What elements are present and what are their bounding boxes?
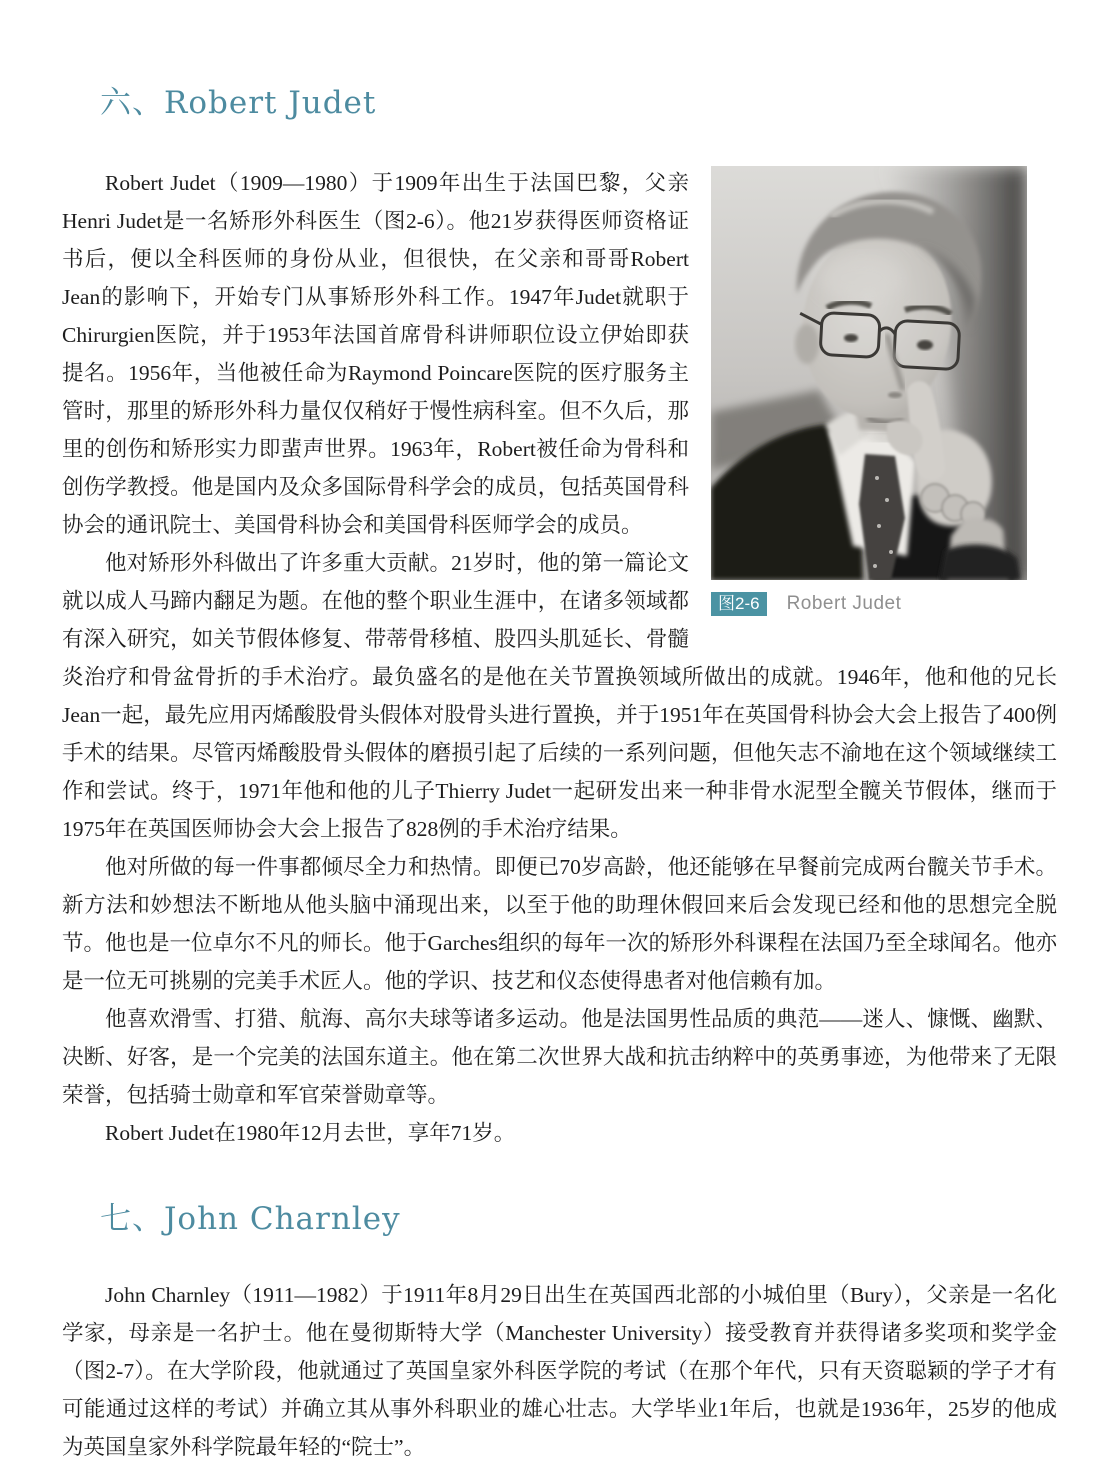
section-heading-john-charnley: 七、John Charnley: [100, 1201, 401, 1237]
paragraph: John Charnley（1911—1982）于1911年8月29日出生在英国西北部的小城伯里（Bury），父亲是一名化学家，母亲是一名护士。他在曼彻斯特大学（Manchester University）接受教育并获得诸多奖项和奖学金（图2-7）。在大学阶段，他就通过了英国皇家外科医学院的考试（在那个年代，只有天资聪颖的学子才有可能通过这样的考试）并确立其从事外科职业的雄心壮志。大学毕业1年后，也就是1936年，25岁的他成为英国皇家外科学院最年轻的“院士”。: [62, 1283, 1057, 1459]
figure-2-6: [711, 166, 1027, 616]
paragraph: 他对矫形外科做出了许多重大贡献。21岁时，他的第一篇论文就以成人马蹄内翻足为题。在他的整个职业生涯中，在诸多领域都有深入研究，如关节假体修复、带蒂骨移植、股四头肌延长、骨髓炎治疗和骨盆骨折的手术治疗。最负盛名的是他在关节置换领域所做出的成就。1946年，他和他的兄长Jean一起，最先应用丙烯酸股骨头假体对股骨头进行置换，并于1951年在英国骨科协会大会上报告了400例手术的结果。尽管丙烯酸股骨头假体的磨损引起了后续的一系列问题，但他矢志不渝地在这个领域继续工作和尝试。终于，1971年他和他的儿子Thierry Judet一起研发出来一种非骨水泥型全髋关节假体，继而于1975年在英国医师协会大会上报告了828例的手术治疗结果。: [62, 551, 1057, 841]
section-7-body: [62, 1276, 1057, 1466]
figure-number-badge: 图2-6: [711, 592, 767, 616]
figure-caption: Robert Judet: [786, 593, 902, 614]
paragraph: Robert Judet在1980年12月去世，享年71岁。: [105, 1121, 516, 1145]
paragraph: Robert Judet（1909—1980）于1909年出生于法国巴黎，父亲Henri Judet是一名矫形外科医生（图2-6）。他21岁获得医师资格证书后，便以全科医师的身份从业，但很快，在父亲和哥哥Robert Jean的影响下，开始专门从事矫形外科工作。1947年Judet就职于Chirurgien医院，并于1953年法国首席骨科讲师职位设立伊始即获提名。1956年，当他被任命为Raymond Poincare医院的医疗服务主管时，那里的矫形外科力量仅仅稍好于慢性病科室。但不久后，那里的创伤和矫形实力即蜚声世界。1963年，Robert被任命为骨科和创伤学教授。他是国内及众多国际骨科学会的成员，包括英国骨科协会的通讯院士、美国骨科协会和美国骨科医师学会的成员。: [62, 171, 689, 537]
portrait-photo: [711, 166, 1027, 580]
figure-caption-row: [711, 592, 1027, 616]
paragraph: 他对所做的每一件事都倾尽全力和热情。即便已70岁高龄，他还能够在早餐前完成两台髋关节手术。新方法和妙想法不断地从他头脑中涌现出来，以至于他的助理休假回来后会发现已经和他的思想完全脱节。他也是一位卓尔不凡的师长。他于Garches组织的每年一次的矫形外科课程在法国乃至全球闻名。他亦是一位无可挑剔的完美手术匠人。他的学识、技艺和仪态使得患者对他信赖有加。: [62, 855, 1057, 993]
section-6-body: [62, 164, 1057, 1152]
section-heading-robert-judet: 六、Robert Judet: [100, 85, 377, 121]
paragraph: 他喜欢滑雪、打猎、航海、高尔夫球等诸多运动。他是法国男性品质的典范——迷人、慷慨、幽默、决断、好客，是一个完美的法国东道主。他在第二次世界大战和抗击纳粹中的英勇事迹，为他带来了无限荣誉，包括骑士勋章和军官荣誉勋章等。: [62, 1007, 1057, 1107]
